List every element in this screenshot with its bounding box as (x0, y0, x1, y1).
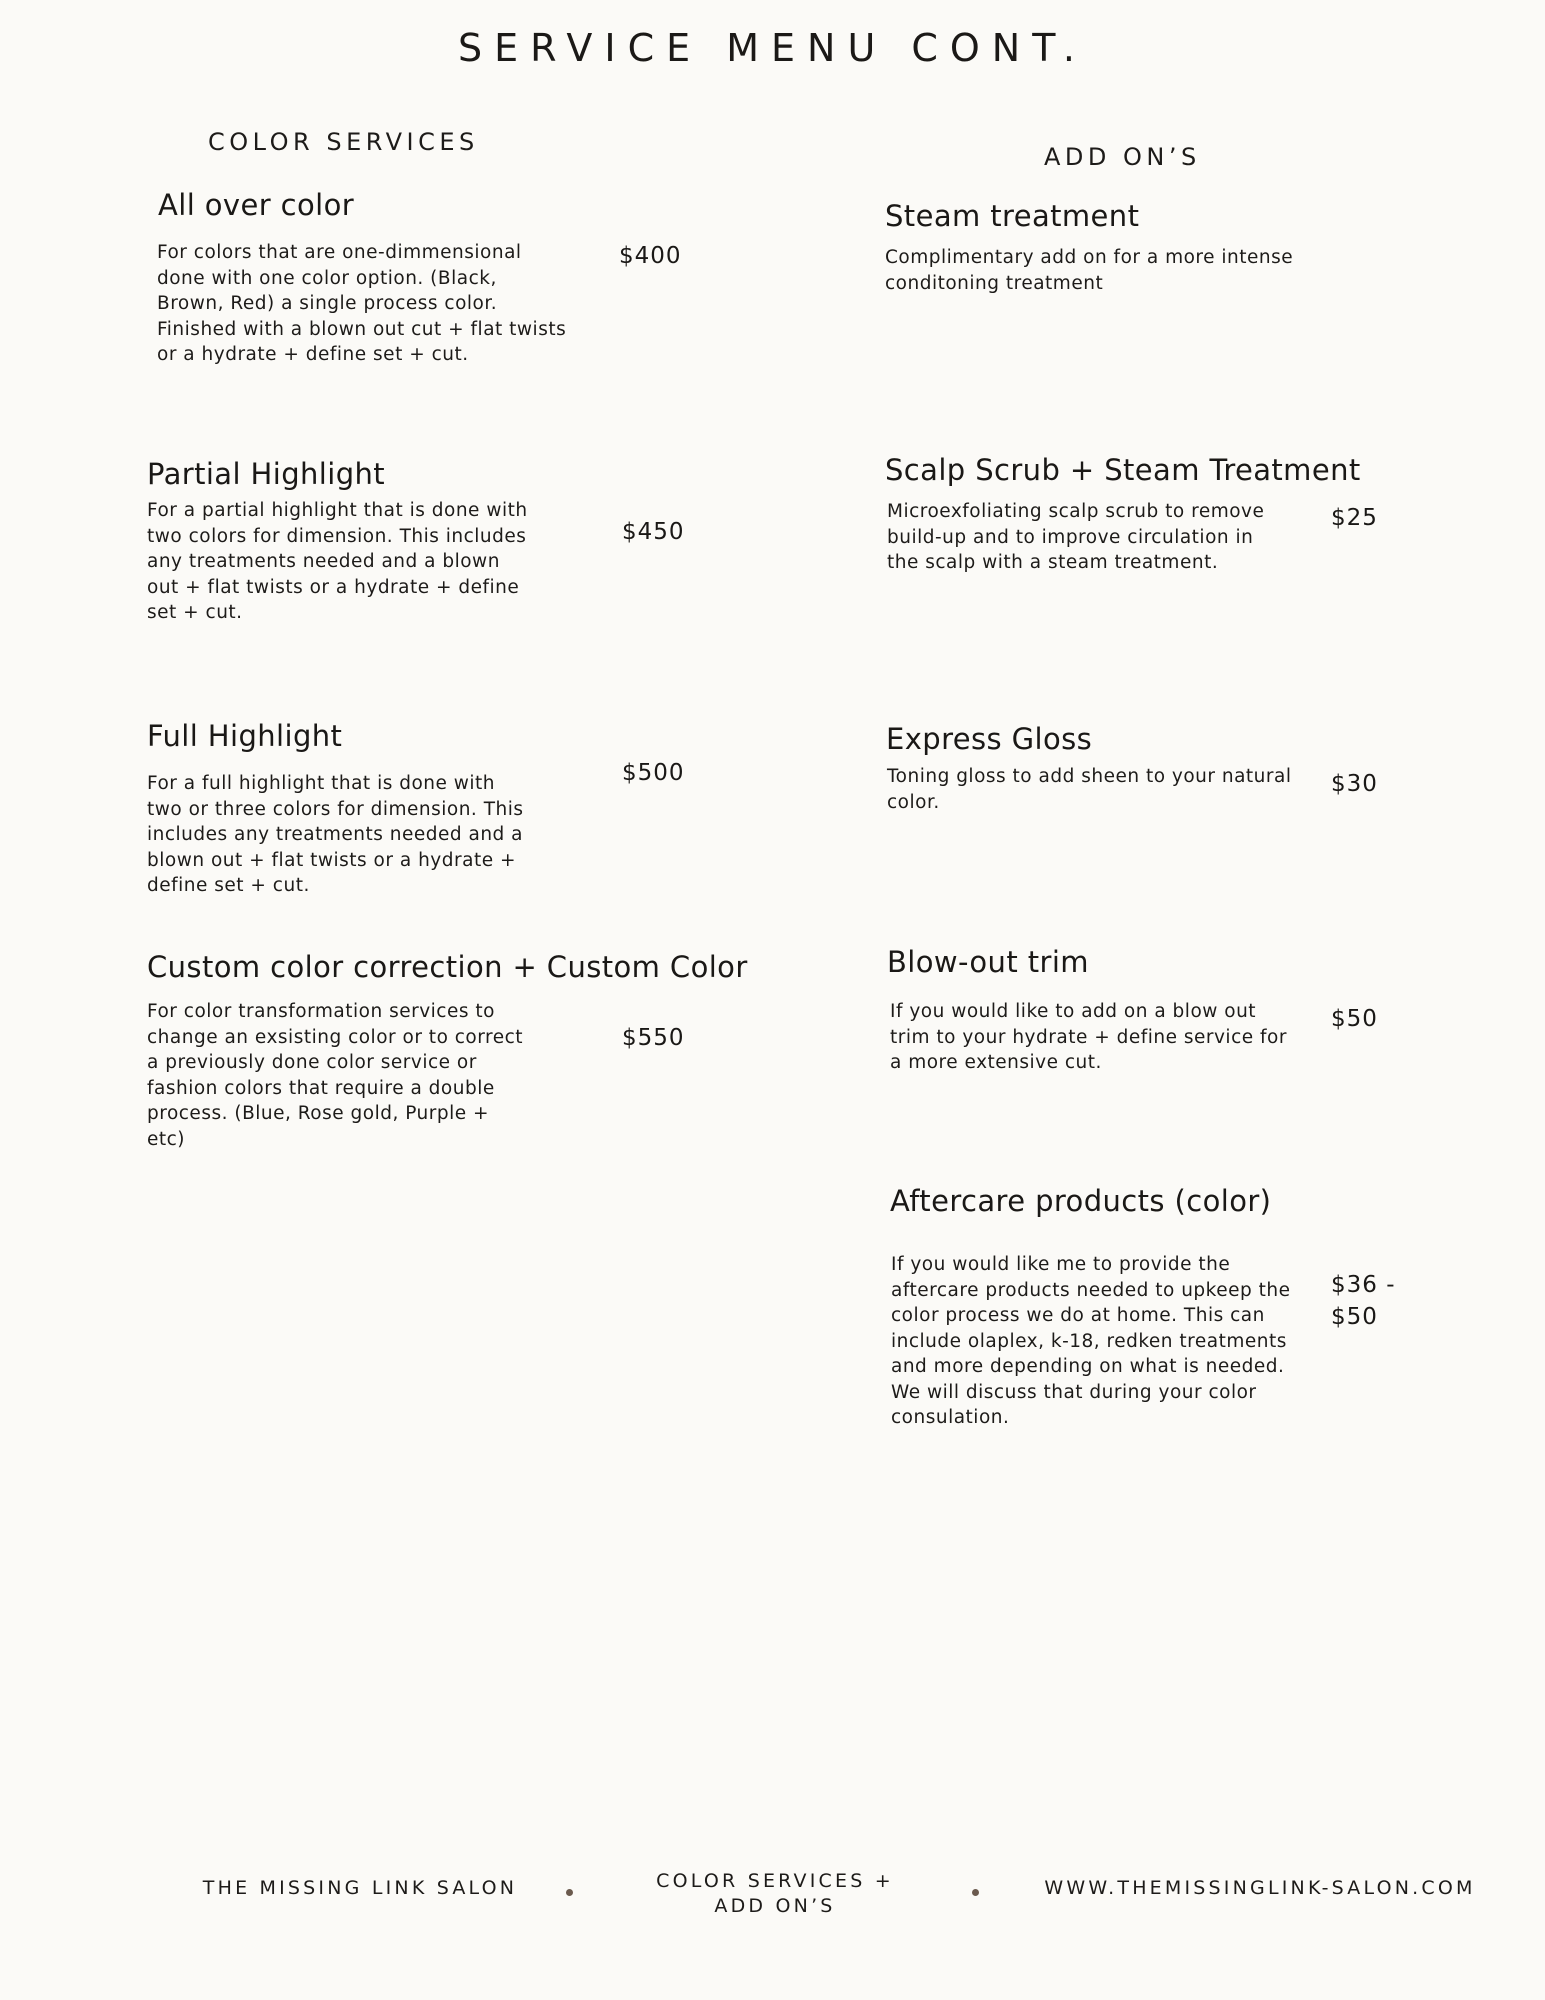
service-title: All over color (158, 188, 355, 222)
add-on-price: $50 (1331, 1006, 1378, 1032)
add-on-title: Aftercare products (color) (890, 1184, 1272, 1218)
service-description: For a full highlight that is done with two or three colors for dimension. This includes any treatments needed and a blown out + flat twists or a hydrate + define set + cut. (147, 773, 524, 896)
service-title: Partial Highlight (147, 457, 386, 491)
service-title: Custom color correction + Custom Color (147, 950, 748, 984)
service-description: For a partial highlight that is done with two colors for dimension. This includes any treatments needed and a blown out + flat twists or a hydrate + define set + cut. (147, 500, 528, 623)
service-price: $500 (622, 760, 685, 786)
service-price: $400 (619, 243, 682, 269)
add-ons-heading: ADD ON’S (1044, 143, 1201, 171)
add-on-title: Scalp Scrub + Steam Treatment (885, 453, 1361, 487)
service-price: $450 (622, 519, 685, 545)
service-title: Full Highlight (147, 719, 343, 753)
add-on-title: Express Gloss (886, 722, 1093, 756)
add-on-price: $30 (1331, 771, 1378, 797)
add-on-price: $25 (1331, 505, 1378, 531)
add-on-description: Toning gloss to add sheen to your natural color. (887, 766, 1292, 813)
service-description: For colors that are one-dimmensional done with one color option. (Black, Brown, Red) a single process color. Finished with a blown out cut + flat twists or a hydrate + define set + cut. (157, 242, 567, 365)
add-on-description: If you would like me to provide the aftercare products needed to upkeep the color process we do at home. This can include olaplex, k-18, redken treatments and more depending on what is needed. We will discuss that during your color consulation. (891, 1254, 1291, 1428)
service-description: For color transformation services to change an exsisting color or to correct a previously done color service or fashion colors that require a double process. (Blue, Rose gold, Purple + etc) (147, 1001, 524, 1150)
footer-separator-dot (972, 1889, 979, 1896)
add-on-description: If you would like to add on a blow out trim to your hydrate + define service for a more extensive cut. (890, 1001, 1287, 1073)
footer-separator-dot (566, 1889, 573, 1896)
add-on-title: Blow-out trim (887, 945, 1089, 979)
add-on-title: Steam treatment (885, 199, 1140, 233)
add-on-description: Microexfoliating scalp scrub to remove build-up and to improve circulation in the scalp with a steam treatment. (887, 501, 1265, 573)
add-on-price: $36 - $50 (1331, 1272, 1396, 1330)
page-title: SERVICE MENU CONT. (457, 26, 1088, 70)
footer-salon-name: THE MISSING LINK SALON (202, 1877, 518, 1899)
add-on-description: Complimentary add on for a more intense conditoning treatment (885, 247, 1294, 294)
footer-page-label: COLOR SERVICES + ADD ON’S (656, 1870, 894, 1917)
footer-website-link[interactable]: WWW.THEMISSINGLINK-SALON.COM (1044, 1877, 1476, 1899)
service-price: $550 (622, 1025, 685, 1051)
color-services-heading: COLOR SERVICES (208, 128, 479, 156)
